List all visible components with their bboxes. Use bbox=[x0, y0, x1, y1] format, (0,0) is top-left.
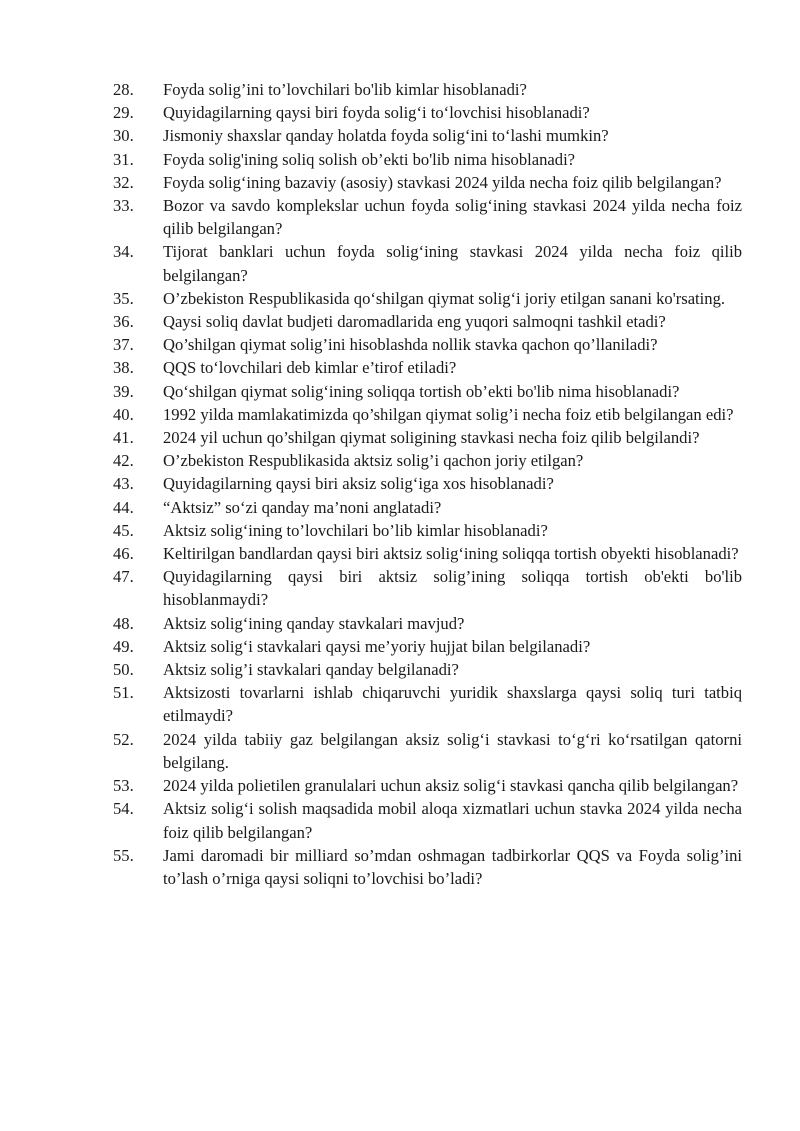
question-item bbox=[113, 78, 742, 101]
question-text: Bozor va savdo komplekslar uchun foyda solig‘ining stavkasi 2024 yilda necha foiz qilib belgilangan? bbox=[163, 196, 742, 239]
question-item bbox=[113, 496, 742, 519]
question-text: Foyda solig‘ining bazaviy (asosiy) stavkasi 2024 yilda necha foiz qilib belgilangan? bbox=[163, 172, 722, 192]
question-number: 28. bbox=[113, 80, 134, 99]
question-text: Qaysi soliq davlat budjeti daromadlarida eng yuqori salmoqni tashkil etadi? bbox=[163, 312, 666, 332]
question-number: 51. bbox=[113, 683, 134, 703]
question-text: Aktsiz solig‘ining qanday stavkalari mavjud? bbox=[163, 613, 465, 633]
question-number: 38. bbox=[113, 358, 134, 378]
question-item bbox=[113, 426, 742, 449]
question-item bbox=[113, 287, 742, 310]
question-text: 2024 yilda tabiiy gaz belgilangan aksiz solig‘i stavkasi to‘g‘ri ko‘rsatilgan qatorni belgilang. bbox=[163, 729, 742, 772]
question-number: 37. bbox=[113, 335, 134, 355]
question-item bbox=[113, 171, 742, 194]
question-number: 55. bbox=[113, 845, 134, 865]
question-item bbox=[113, 240, 742, 286]
question-number: 48. bbox=[113, 613, 134, 633]
question-item bbox=[113, 472, 742, 495]
question-item bbox=[113, 565, 742, 611]
question-item bbox=[113, 519, 742, 542]
question-number: 30. bbox=[113, 126, 134, 146]
question-item bbox=[113, 612, 742, 635]
question-item bbox=[113, 333, 742, 356]
question-item bbox=[113, 635, 742, 658]
question-text: Quyidagilarning qaysi biri aksiz solig‘iga xos hisoblanadi? bbox=[163, 474, 554, 494]
question-item bbox=[113, 658, 742, 681]
question-number: 44. bbox=[113, 497, 134, 517]
question-number: 53. bbox=[113, 776, 134, 796]
question-item bbox=[113, 124, 742, 147]
question-item bbox=[113, 194, 742, 240]
question-number: 29. bbox=[113, 103, 134, 123]
question-item bbox=[113, 380, 742, 403]
question-item bbox=[113, 310, 742, 333]
question-number: 47. bbox=[113, 567, 134, 587]
question-text: Aktsiz solig‘i solish maqsadida mobil aloqa xizmatlari uchun stavka 2024 yilda necha foiz qilib belgilangan? bbox=[163, 799, 742, 842]
question-number: 36. bbox=[113, 312, 134, 332]
question-number: 52. bbox=[113, 729, 134, 749]
question-number: 50. bbox=[113, 660, 134, 680]
question-number: 31. bbox=[113, 149, 134, 169]
question-text: Qo’shilgan qiymat solig’ini hisoblashda nollik stavka qachon qo’llaniladi? bbox=[163, 335, 658, 355]
question-list bbox=[113, 78, 742, 890]
question-number: 49. bbox=[113, 636, 134, 656]
question-text: 2024 yilda polietilen granulalari uchun aksiz solig‘i stavkasi qancha qilib belgilangan? bbox=[163, 776, 739, 796]
question-item bbox=[113, 148, 742, 171]
question-number: 35. bbox=[113, 288, 134, 308]
question-number: 42. bbox=[113, 451, 134, 471]
question-text: “Aktsiz” so‘zi qanday ma’noni anglatadi? bbox=[163, 497, 442, 517]
question-number: 54. bbox=[113, 799, 134, 819]
question-text: Aktsiz solig‘i stavkalari qaysi me’yoriy hujjat bilan belgilanadi? bbox=[163, 636, 591, 656]
question-item bbox=[113, 681, 742, 727]
question-text: O’zbekiston Respublikasida qo‘shilgan qiymat solig‘i joriy etilgan sanani ko'rsating. bbox=[163, 288, 726, 308]
question-text: Qo‘shilgan qiymat solig‘ining soliqqa tortish ob’ekti bo'lib nima hisoblanadi? bbox=[163, 381, 680, 401]
question-number: 40. bbox=[113, 404, 134, 424]
question-text: Foyda solig'ining soliq solish ob’ekti bo'lib nima hisoblanadi? bbox=[163, 149, 576, 169]
question-item bbox=[113, 797, 742, 843]
question-number: 41. bbox=[113, 428, 134, 448]
question-item bbox=[113, 449, 742, 472]
question-text: Jami daromadi bir milliard so’mdan oshmagan tadbirkorlar QQS va Foyda solig’ini to’lash o’rniga qaysi soliqni to’lovchisi bo’ladi? bbox=[163, 845, 742, 888]
question-text: Aktsiz solig‘ining to’lovchilari bo’lib kimlar hisoblanadi? bbox=[163, 520, 548, 540]
question-text: Aktsiz solig’i stavkalari qanday belgilanadi? bbox=[163, 660, 459, 680]
question-item bbox=[113, 542, 742, 565]
question-text: 2024 yil uchun qo’shilgan qiymat soligining stavkasi necha foiz qilib belgilandi? bbox=[163, 428, 700, 448]
question-number: 32. bbox=[113, 172, 134, 192]
question-number: 46. bbox=[113, 544, 134, 564]
question-text: QQS to‘lovchilari deb kimlar e’tirof etiladi? bbox=[163, 358, 457, 378]
question-number: 33. bbox=[113, 196, 134, 216]
question-text: Foyda solig’ini to’lovchilari bo'lib kimlar hisoblanadi? bbox=[163, 80, 527, 99]
question-number: 45. bbox=[113, 520, 134, 540]
question-text: O’zbekiston Respublikasida aktsiz solig’i qachon joriy etilgan? bbox=[163, 451, 584, 471]
question-text: Aktsizosti tovarlarni ishlab chiqaruvchi yuridik shaxslarga qaysi soliq turi tatbiq etilmaydi? bbox=[163, 683, 742, 726]
question-item bbox=[113, 101, 742, 124]
question-text: Quyidagilarning qaysi biri foyda solig‘i to‘lovchisi hisoblanadi? bbox=[163, 103, 590, 123]
question-text: 1992 yilda mamlakatimizda qo’shilgan qiymat solig’i necha foiz etib belgilangan edi? bbox=[163, 404, 734, 424]
question-item bbox=[113, 774, 742, 797]
question-text: Tijorat banklari uchun foyda solig‘ining stavkasi 2024 yilda necha foiz qilib belgilangan? bbox=[163, 242, 742, 285]
question-text: Jismoniy shaxslar qanday holatda foyda solig‘ini to‘lashi mumkin? bbox=[163, 126, 609, 146]
question-item bbox=[113, 728, 742, 774]
question-item bbox=[113, 403, 742, 426]
question-text: Keltirilgan bandlardan qaysi biri aktsiz solig‘ining soliqqa tortish obyekti hisoblanadi? bbox=[163, 544, 739, 564]
question-text: Quyidagilarning qaysi biri aktsiz solig’ining soliqqa tortish ob'ekti bo'lib hisoblanmaydi? bbox=[163, 567, 742, 610]
question-number: 34. bbox=[113, 242, 134, 262]
question-item bbox=[113, 844, 742, 890]
question-number: 39. bbox=[113, 381, 134, 401]
question-item bbox=[113, 356, 742, 379]
question-number: 43. bbox=[113, 474, 134, 494]
